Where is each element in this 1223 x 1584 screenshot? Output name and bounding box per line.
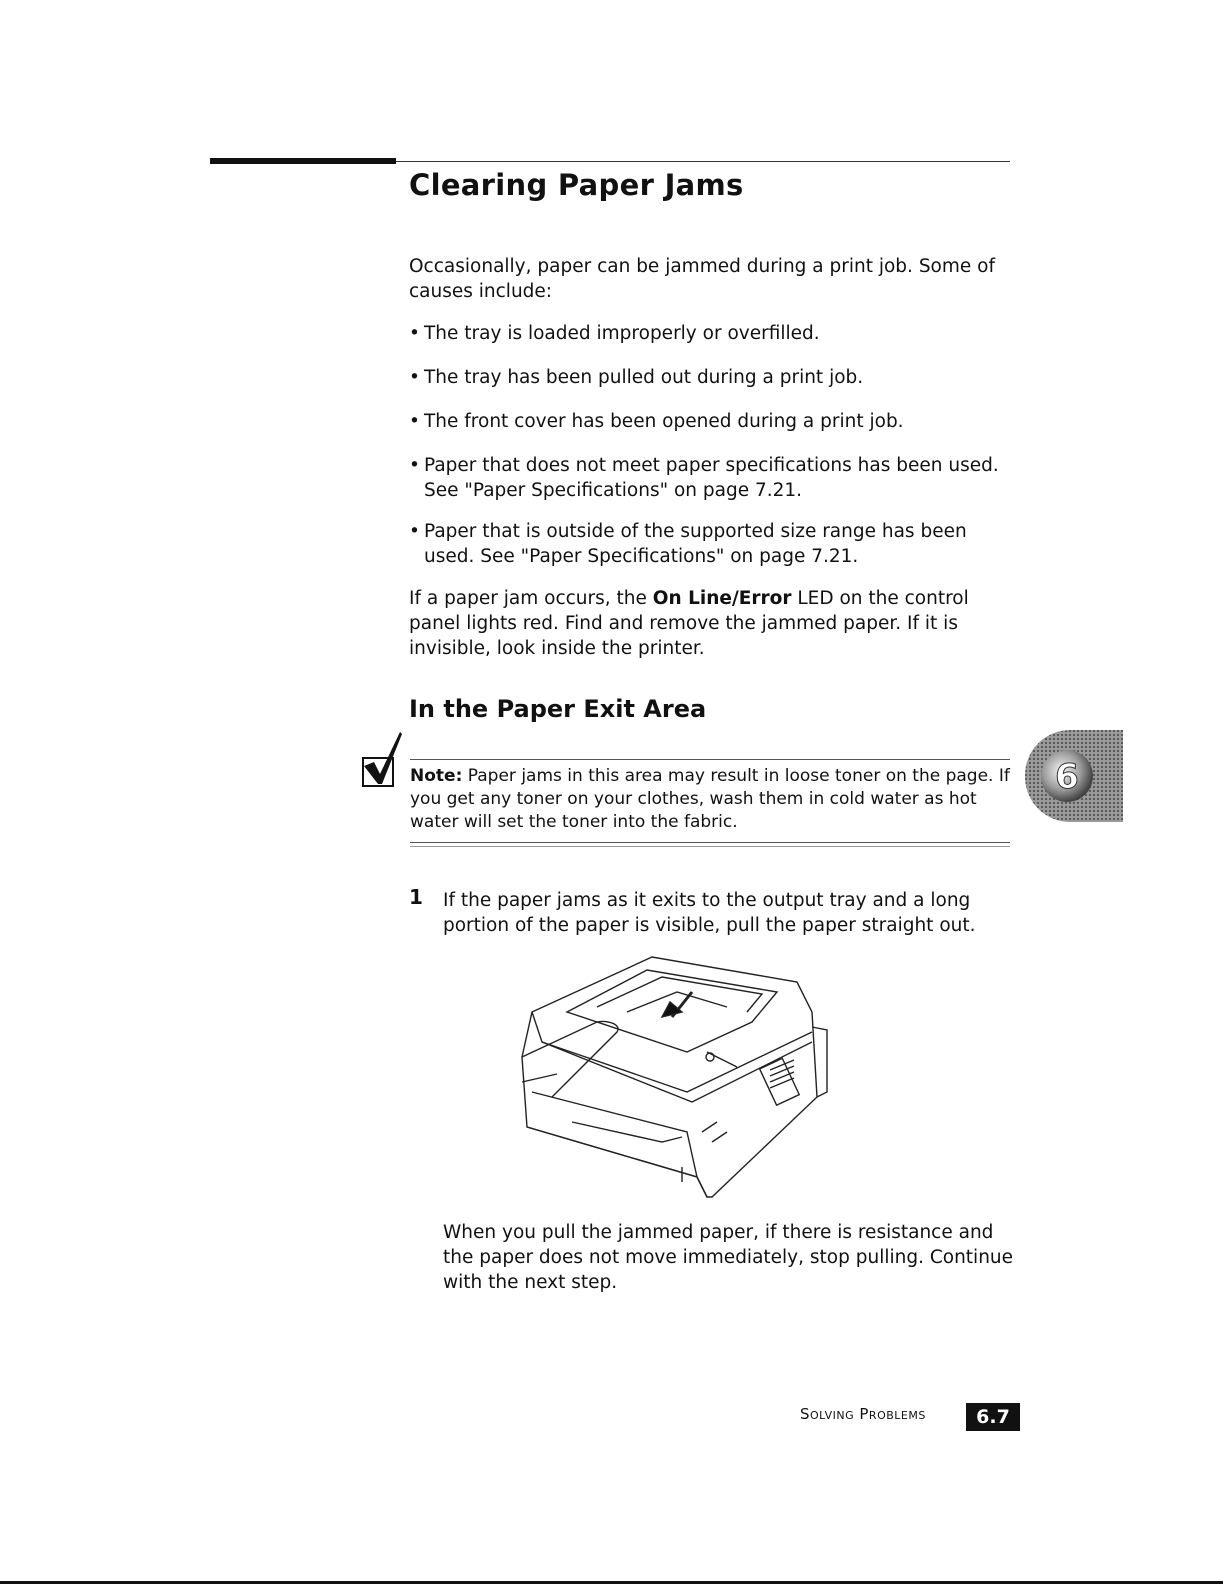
cause-item: • Paper that is outside of the supported size range has been used. See "Paper Specifications" on page 7.21. <box>409 521 967 567</box>
note-rule-top <box>410 759 1010 760</box>
step-number: 1 <box>409 885 423 909</box>
cause-item: • The front cover has been opened during a print job. <box>409 411 904 432</box>
checkmark-icon <box>360 730 410 790</box>
bullet-icon: • <box>409 455 420 476</box>
header-rule-thin <box>396 161 1010 162</box>
after-step-paragraph: When you pull the jammed paper, if there is resistance and the paper does not move immediately, stop pulling. Continue with the next step. <box>443 1222 1014 1293</box>
note-box: Note: Paper jams in this area may result in loose toner on the page. If you get any toner on your clothes, wash them in cold water as hot water will set the toner into the fabric. <box>410 766 1010 832</box>
page-number-badge: 6.7 <box>966 1403 1020 1431</box>
printer-illustration <box>512 952 832 1202</box>
led-name: On Line/Error <box>652 588 792 609</box>
cause-item: • Paper that does not meet paper specifications has been used. See "Paper Specifications" on page 7.21. <box>409 455 999 501</box>
note-rule-bottom <box>410 842 1010 843</box>
bullet-icon: • <box>409 323 420 344</box>
chapter-tab <box>1025 730 1123 822</box>
section-title: In the Paper Exit Area <box>409 695 707 723</box>
cause-item: • The tray has been pulled out during a print job. <box>409 367 864 388</box>
page-title: Clearing Paper Jams <box>409 168 744 202</box>
chapter-number: 6 <box>1055 757 1079 797</box>
intro-paragraph: Occasionally, paper can be jammed during a print job. Some of causes include: <box>409 256 995 302</box>
bullet-icon: • <box>409 521 420 542</box>
bullet-icon: • <box>409 367 420 388</box>
bullet-icon: • <box>409 411 420 432</box>
step-text: If the paper jams as it exits to the output tray and a long portion of the paper is visible, pull the paper straight out. <box>443 890 976 936</box>
cause-item: • The tray is loaded improperly or overfilled. <box>409 323 820 344</box>
note-rule-bottom-secondary <box>410 846 1010 847</box>
footer-section-label: Solving Problems <box>800 1405 926 1423</box>
note-label: Note: <box>410 766 463 786</box>
jam-paragraph: If a paper jam occurs, the On Line/Error LED on the control panel lights red. Find and remove the jammed paper. If it is invisible, look inside the printer. <box>409 588 969 659</box>
header-rule-thick <box>210 158 396 164</box>
